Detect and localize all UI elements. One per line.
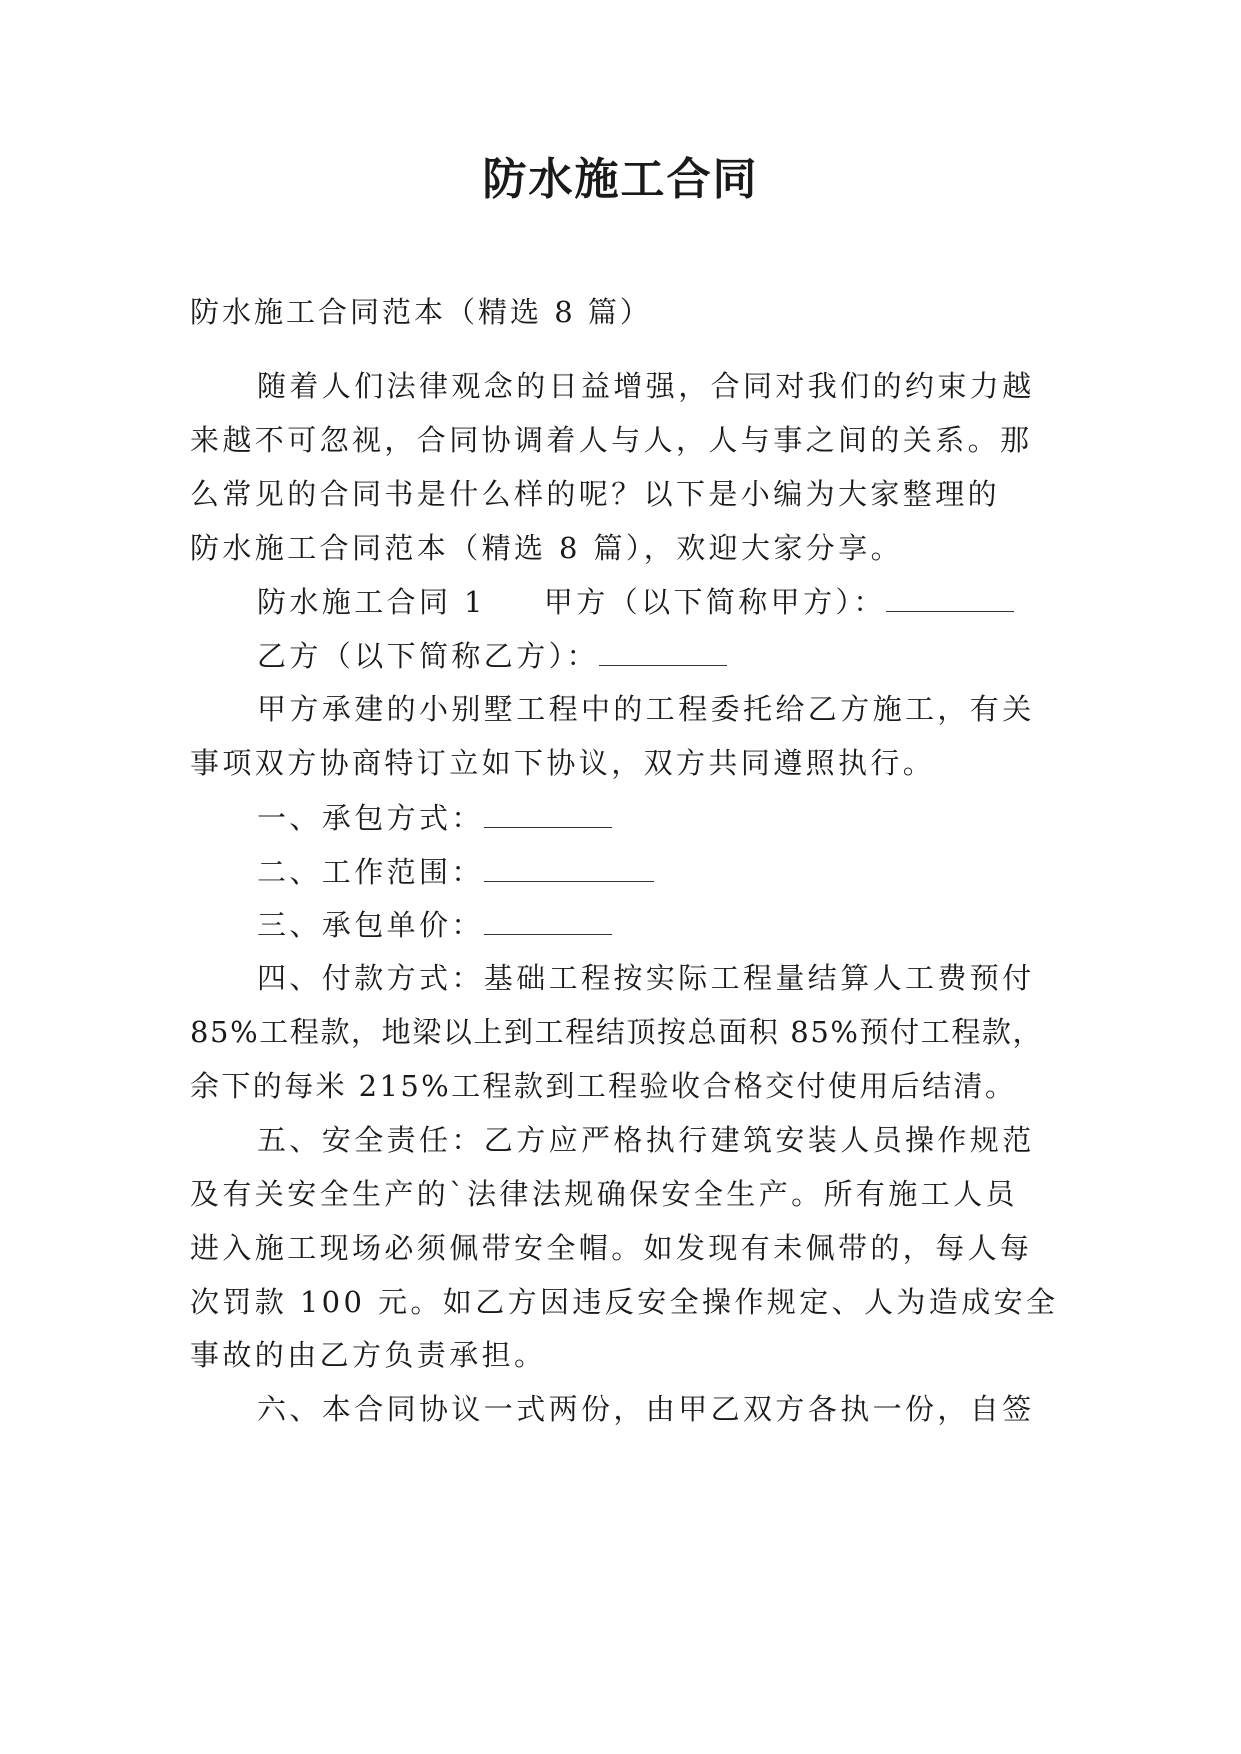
paragraph-line: 么常见的合同书是什么样的呢？以下是小编为大家整理的 bbox=[190, 477, 1001, 511]
clause-work-scope bbox=[257, 851, 654, 892]
paragraph-line: 85%工程款，地梁以上到工程结顶按总面积 85%预付工程款， bbox=[190, 1015, 1044, 1049]
clause-unit-price bbox=[257, 904, 612, 945]
paragraph-line: 事项双方协商特订立如下协议，双方共同遵照执行。 bbox=[190, 746, 936, 780]
clause-blank bbox=[484, 851, 654, 882]
document-subtitle: 防水施工合同范本（精选 8 篇） bbox=[190, 295, 652, 329]
paragraph-line: 随着人们法律观念的日益增强，合同对我们的约束力越 bbox=[257, 369, 1035, 403]
paragraph-line: 六、本合同协议一式两份，由甲乙双方各执一份，自签 bbox=[257, 1392, 1035, 1426]
party-b-line bbox=[257, 635, 727, 676]
paragraph-line: 防水施工合同范本（精选 8 篇），欢迎大家分享。 bbox=[190, 531, 903, 565]
clause-label: 一、承包方式： bbox=[257, 801, 484, 835]
clause-label: 三、承包单价： bbox=[257, 908, 484, 942]
party-a-label: 甲方（以下简称甲方）： bbox=[543, 585, 886, 619]
paragraph-line: 五、安全责任：乙方应严格执行建筑安装人员操作规范 bbox=[257, 1123, 1035, 1157]
paragraph-line: 余下的每米 215%工程款到工程验收合格交付使用后结清。 bbox=[190, 1069, 1017, 1103]
party-b-blank bbox=[599, 635, 727, 666]
document-title: 防水施工合同 bbox=[482, 154, 759, 205]
clause-label: 二、工作范围： bbox=[257, 855, 484, 889]
contract-number: 防水施工合同 1 bbox=[257, 585, 486, 619]
clause-contract-method bbox=[257, 797, 612, 838]
paragraph-line: 事故的由乙方负责承担。 bbox=[190, 1338, 547, 1372]
contract-party-line bbox=[257, 581, 1014, 622]
clause-blank bbox=[484, 797, 612, 828]
paragraph-line: 甲方承建的小别墅工程中的工程委托给乙方施工，有关 bbox=[257, 692, 1035, 726]
party-b-label: 乙方（以下简称乙方）： bbox=[257, 639, 599, 673]
clause-blank bbox=[484, 904, 612, 935]
paragraph-line: 次罚款 100 元。如乙方因违反安全操作规定、人为造成安全 bbox=[190, 1285, 1059, 1319]
party-a-blank bbox=[886, 581, 1014, 612]
paragraph-line: 四、付款方式：基础工程按实际工程量结算人工费预付 bbox=[257, 961, 1035, 995]
paragraph-line: 及有关安全生产的`法律法规确保安全生产。所有施工人员 bbox=[190, 1177, 1018, 1211]
paragraph-line: 来越不可忽视，合同协调着人与人，人与事之间的关系。那 bbox=[190, 423, 1033, 457]
paragraph-line: 进入施工现场必须佩带安全帽。如发现有未佩带的，每人每 bbox=[190, 1231, 1033, 1265]
